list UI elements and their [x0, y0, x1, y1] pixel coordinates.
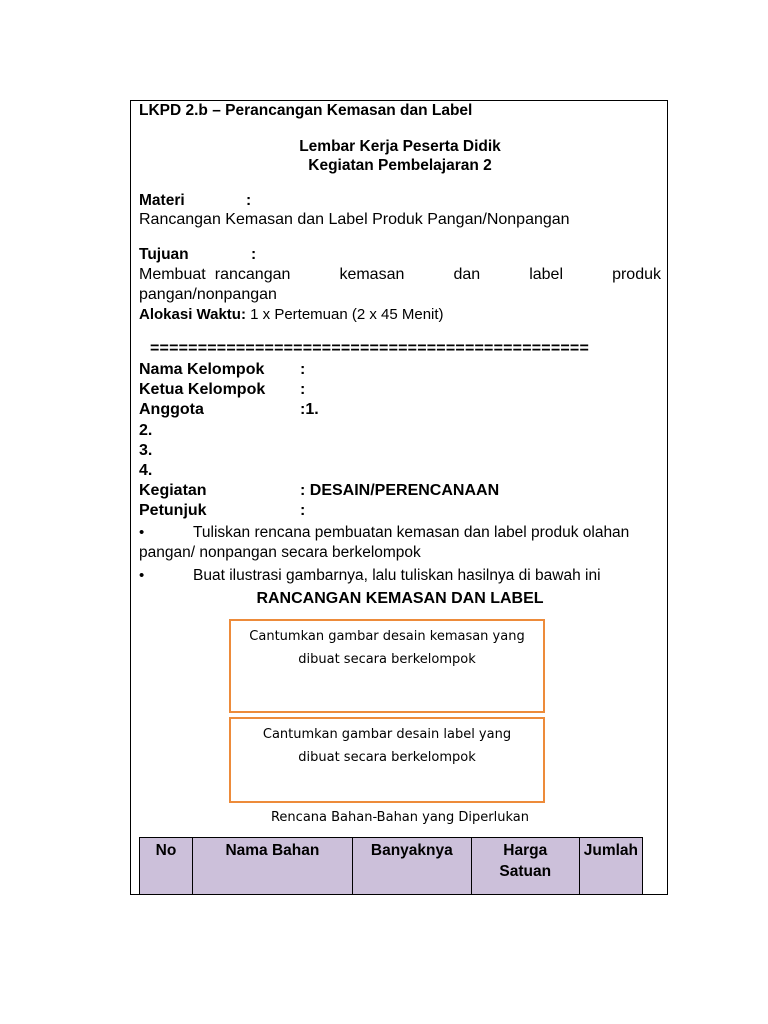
ketua-kelompok-value: :: [300, 381, 306, 398]
alokasi-label: Alokasi Waktu:: [139, 306, 246, 323]
tujuan-label: Tujuan: [139, 246, 189, 263]
member-number: 2.: [139, 422, 153, 439]
member-number: 4.: [139, 462, 153, 479]
materi-value: Rancangan Kemasan dan Label Produk Pangan/Nonpangan: [139, 211, 570, 228]
table-caption: Rencana Bahan-Bahan yang Diperlukan: [270, 810, 529, 825]
title-line-1: Lembar Kerja Peserta Didik: [299, 138, 501, 155]
alokasi-row: [139, 306, 444, 323]
nama-kelompok-value: :: [300, 361, 306, 378]
ketua-kelompok-label: Ketua Kelompok: [139, 381, 266, 398]
tujuan-line-1: [139, 266, 661, 284]
header-banyaknya: Banyaknya: [352, 838, 471, 895]
box-text-line: dibuat secara berkelompok: [298, 652, 476, 667]
tujuan-line-2: pangan/nonpangan: [139, 286, 277, 303]
title-line-2: Kegiatan Pembelajaran 2: [308, 157, 492, 174]
label-design-box: [229, 717, 545, 803]
header-harga-satuan: Harga Satuan: [471, 838, 579, 895]
bullet-icon: •: [139, 567, 145, 584]
kegiatan-label: Kegiatan: [139, 482, 207, 499]
separator-line: ==============================================: [150, 340, 590, 357]
worksheet-header: LKPD 2.b – Perancangan Kemasan dan Label: [139, 102, 473, 119]
alokasi-value: 1 x Pertemuan (2 x 45 Menit): [245, 306, 444, 323]
member-number: 3.: [139, 442, 153, 459]
materi-label: Materi: [139, 192, 185, 209]
table-header-row: [140, 838, 643, 895]
anggota-label: Anggota: [139, 401, 204, 418]
tujuan-word: kemasan: [339, 266, 405, 283]
tujuan-colon: :: [251, 246, 257, 263]
section-title: RANCANGAN KEMASAN DAN LABEL: [256, 590, 544, 607]
bullet-text-line: Tuliskan rencana pembuatan kemasan dan label produk olahan: [193, 524, 630, 541]
box-text-line: dibuat secara berkelompok: [298, 750, 476, 765]
tujuan-word: dan: [453, 266, 481, 283]
header-no: No: [140, 838, 193, 895]
tujuan-word: Membuat: [139, 266, 206, 283]
header-nama-bahan: Nama Bahan: [192, 838, 352, 895]
bullet-icon: •: [139, 524, 145, 541]
nama-kelompok-label: Nama Kelompok: [139, 361, 265, 378]
petunjuk-value: :: [300, 502, 306, 519]
petunjuk-label: Petunjuk: [139, 502, 207, 519]
anggota-value: :1.: [300, 401, 319, 418]
materials-table: [139, 837, 643, 895]
worksheet-frame: [130, 100, 668, 895]
tujuan-word: produk: [612, 266, 661, 283]
box-text-line: Cantumkan gambar desain kemasan yang: [249, 629, 525, 644]
kegiatan-value: : DESAIN/PERENCANAAN: [300, 482, 500, 499]
materi-colon: :: [246, 192, 252, 209]
header-jumlah: Jumlah: [579, 838, 642, 895]
bullet-text-line: pangan/ nonpangan secara berkelompok: [139, 544, 421, 561]
bullet-text-line: Buat ilustrasi gambarnya, lalu tuliskan hasilnya di bawah ini: [193, 567, 601, 584]
box-text-line: Cantumkan gambar desain label yang: [262, 727, 512, 742]
tujuan-word: label: [529, 266, 564, 283]
packaging-design-box: [229, 619, 545, 713]
tujuan-word: rancangan: [214, 266, 291, 283]
